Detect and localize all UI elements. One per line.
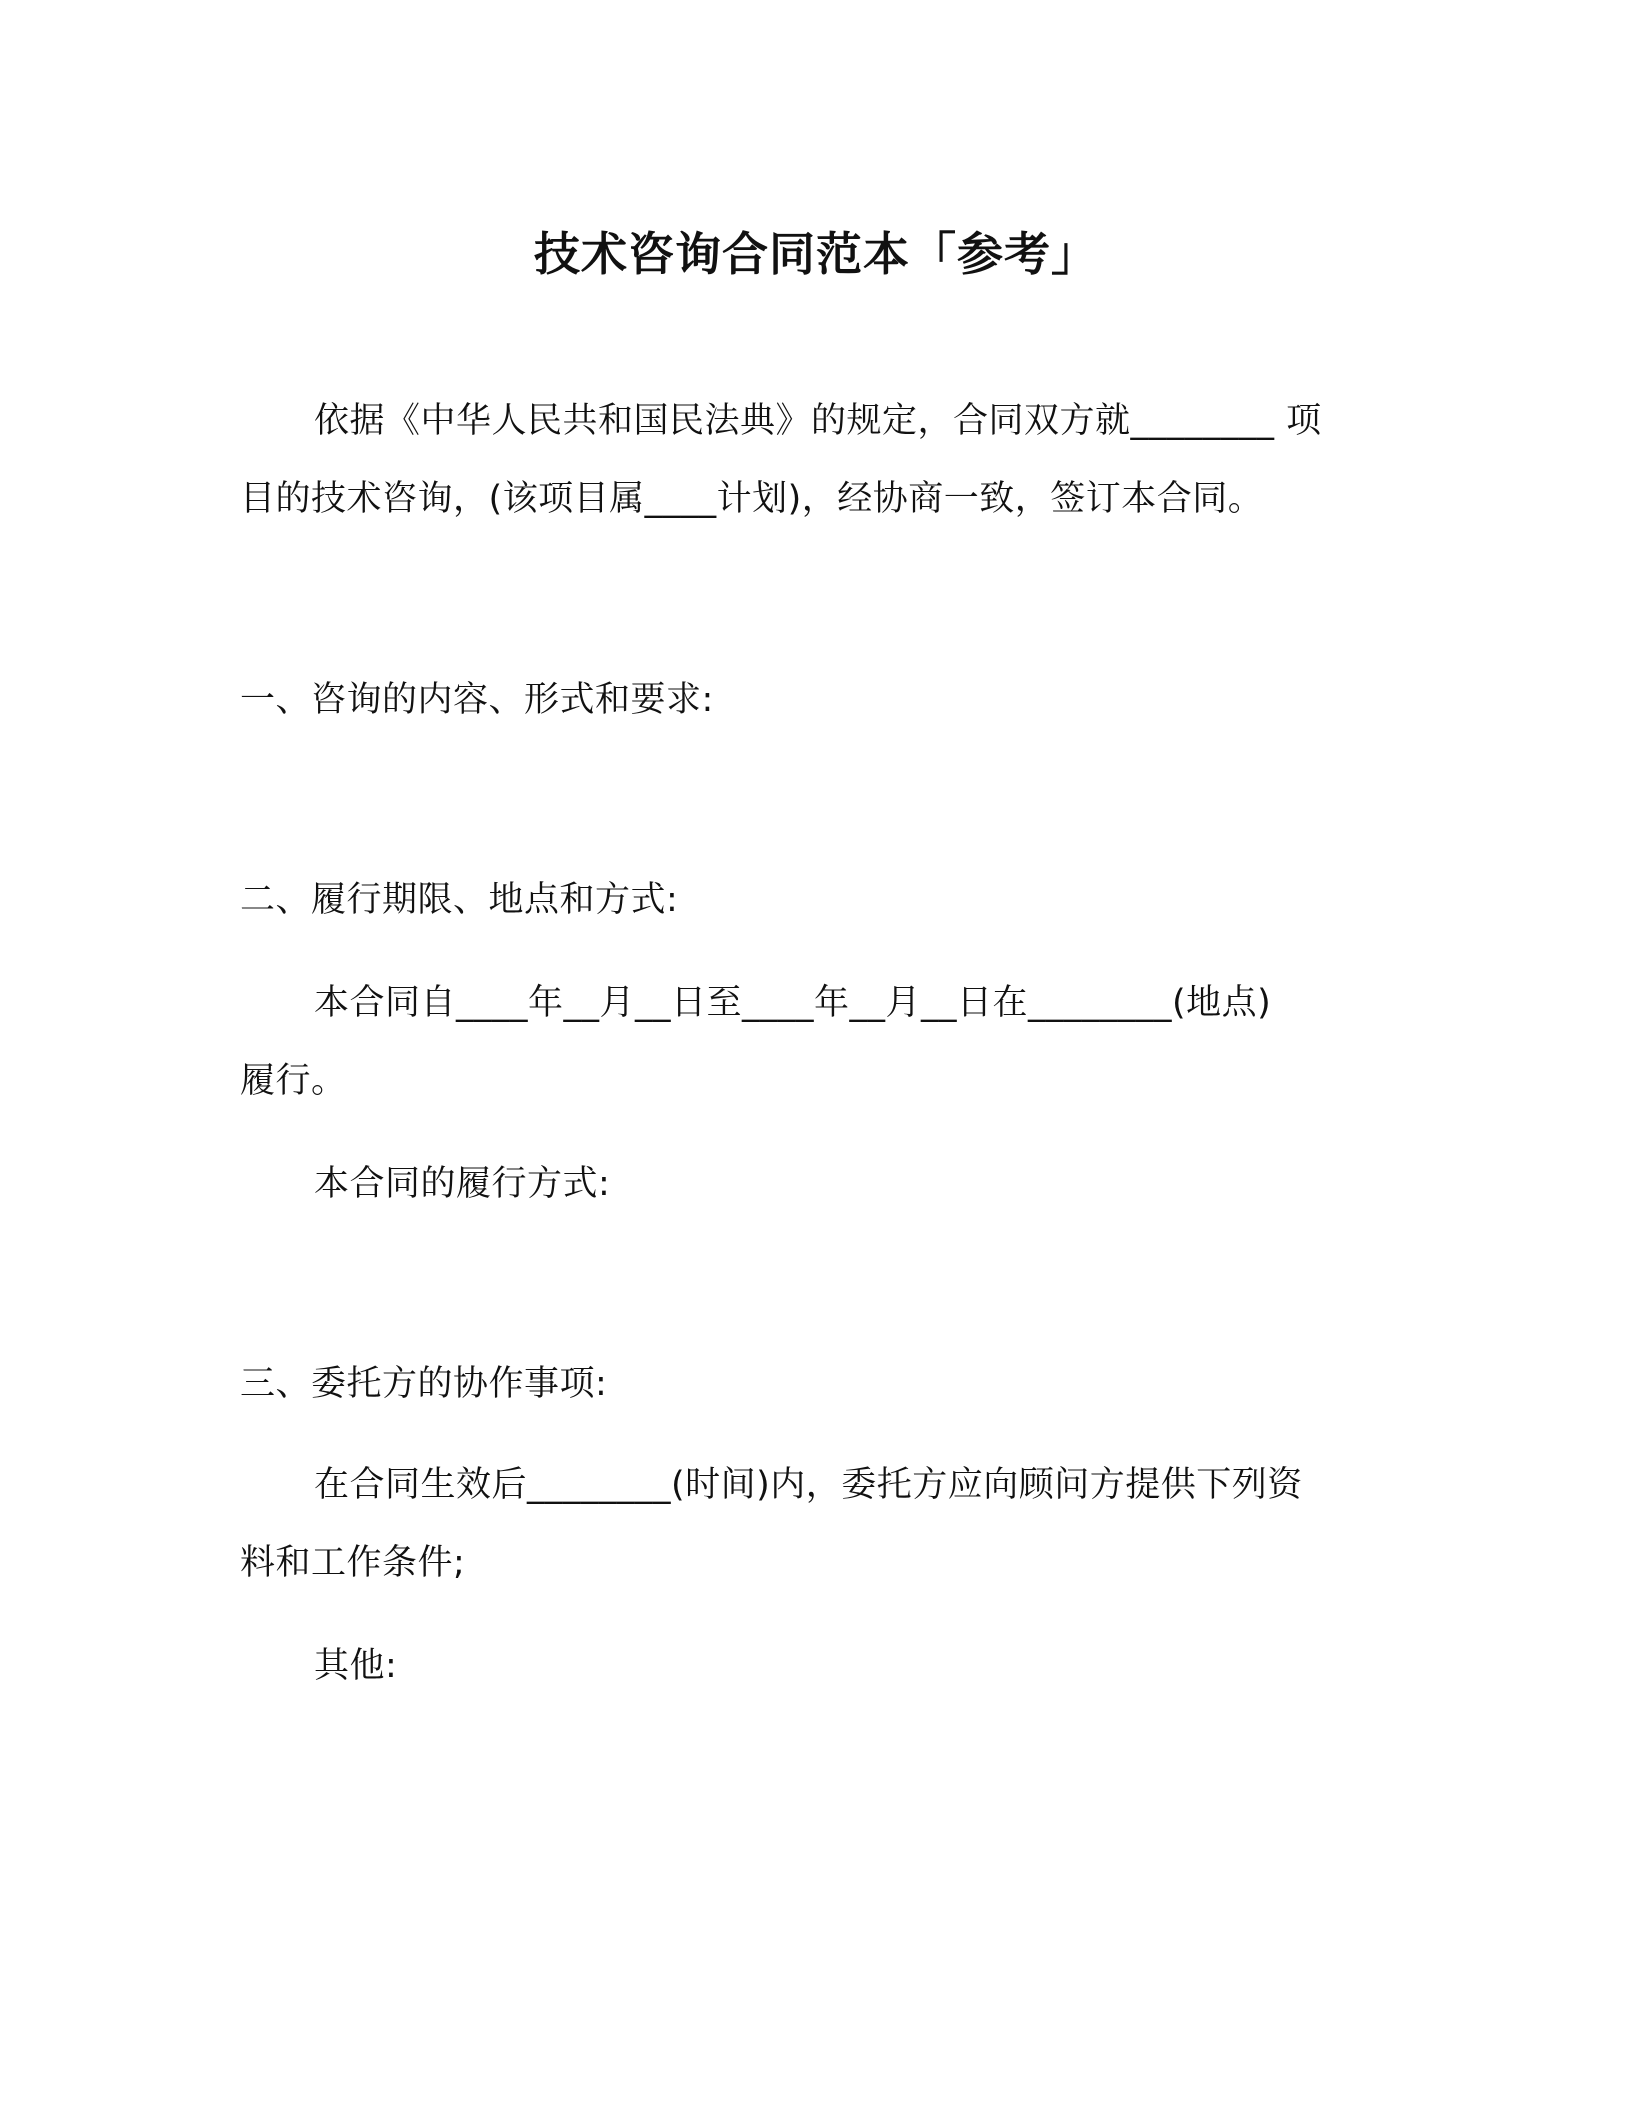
intro-line-1: 依据《中华人民共和国民法典》的规定，合同双方就________ 项 (314, 401, 1322, 441)
section-2-heading: 二、履行期限、地点和方式: (240, 880, 679, 920)
term-line-2: 履行。 (240, 1061, 347, 1101)
term-line-1: 本合同自____年__月__日至____年__月__日在________(地点) (314, 983, 1272, 1023)
intro-paragraph (240, 382, 1390, 538)
section-1-heading: 一、咨询的内容、形式和要求: (240, 680, 714, 720)
method-line: 本合同的履行方式: (314, 1164, 611, 1204)
section-3-heading: 三、委托方的协作事项: (240, 1364, 608, 1404)
document-title: 技术咨询合同范本「参考」 (534, 227, 1098, 281)
other-line: 其他: (314, 1646, 398, 1686)
provide-paragraph (240, 1446, 1390, 1602)
intro-line-2: 目的技术咨询，(该项目属____计划)，经协商一致，签订本合同。 (240, 479, 1264, 519)
term-paragraph (240, 964, 1390, 1120)
provide-line-2: 料和工作条件; (240, 1543, 466, 1583)
provide-line-1: 在合同生效后________(时间)内，委托方应向顾问方提供下列资 (314, 1465, 1303, 1505)
